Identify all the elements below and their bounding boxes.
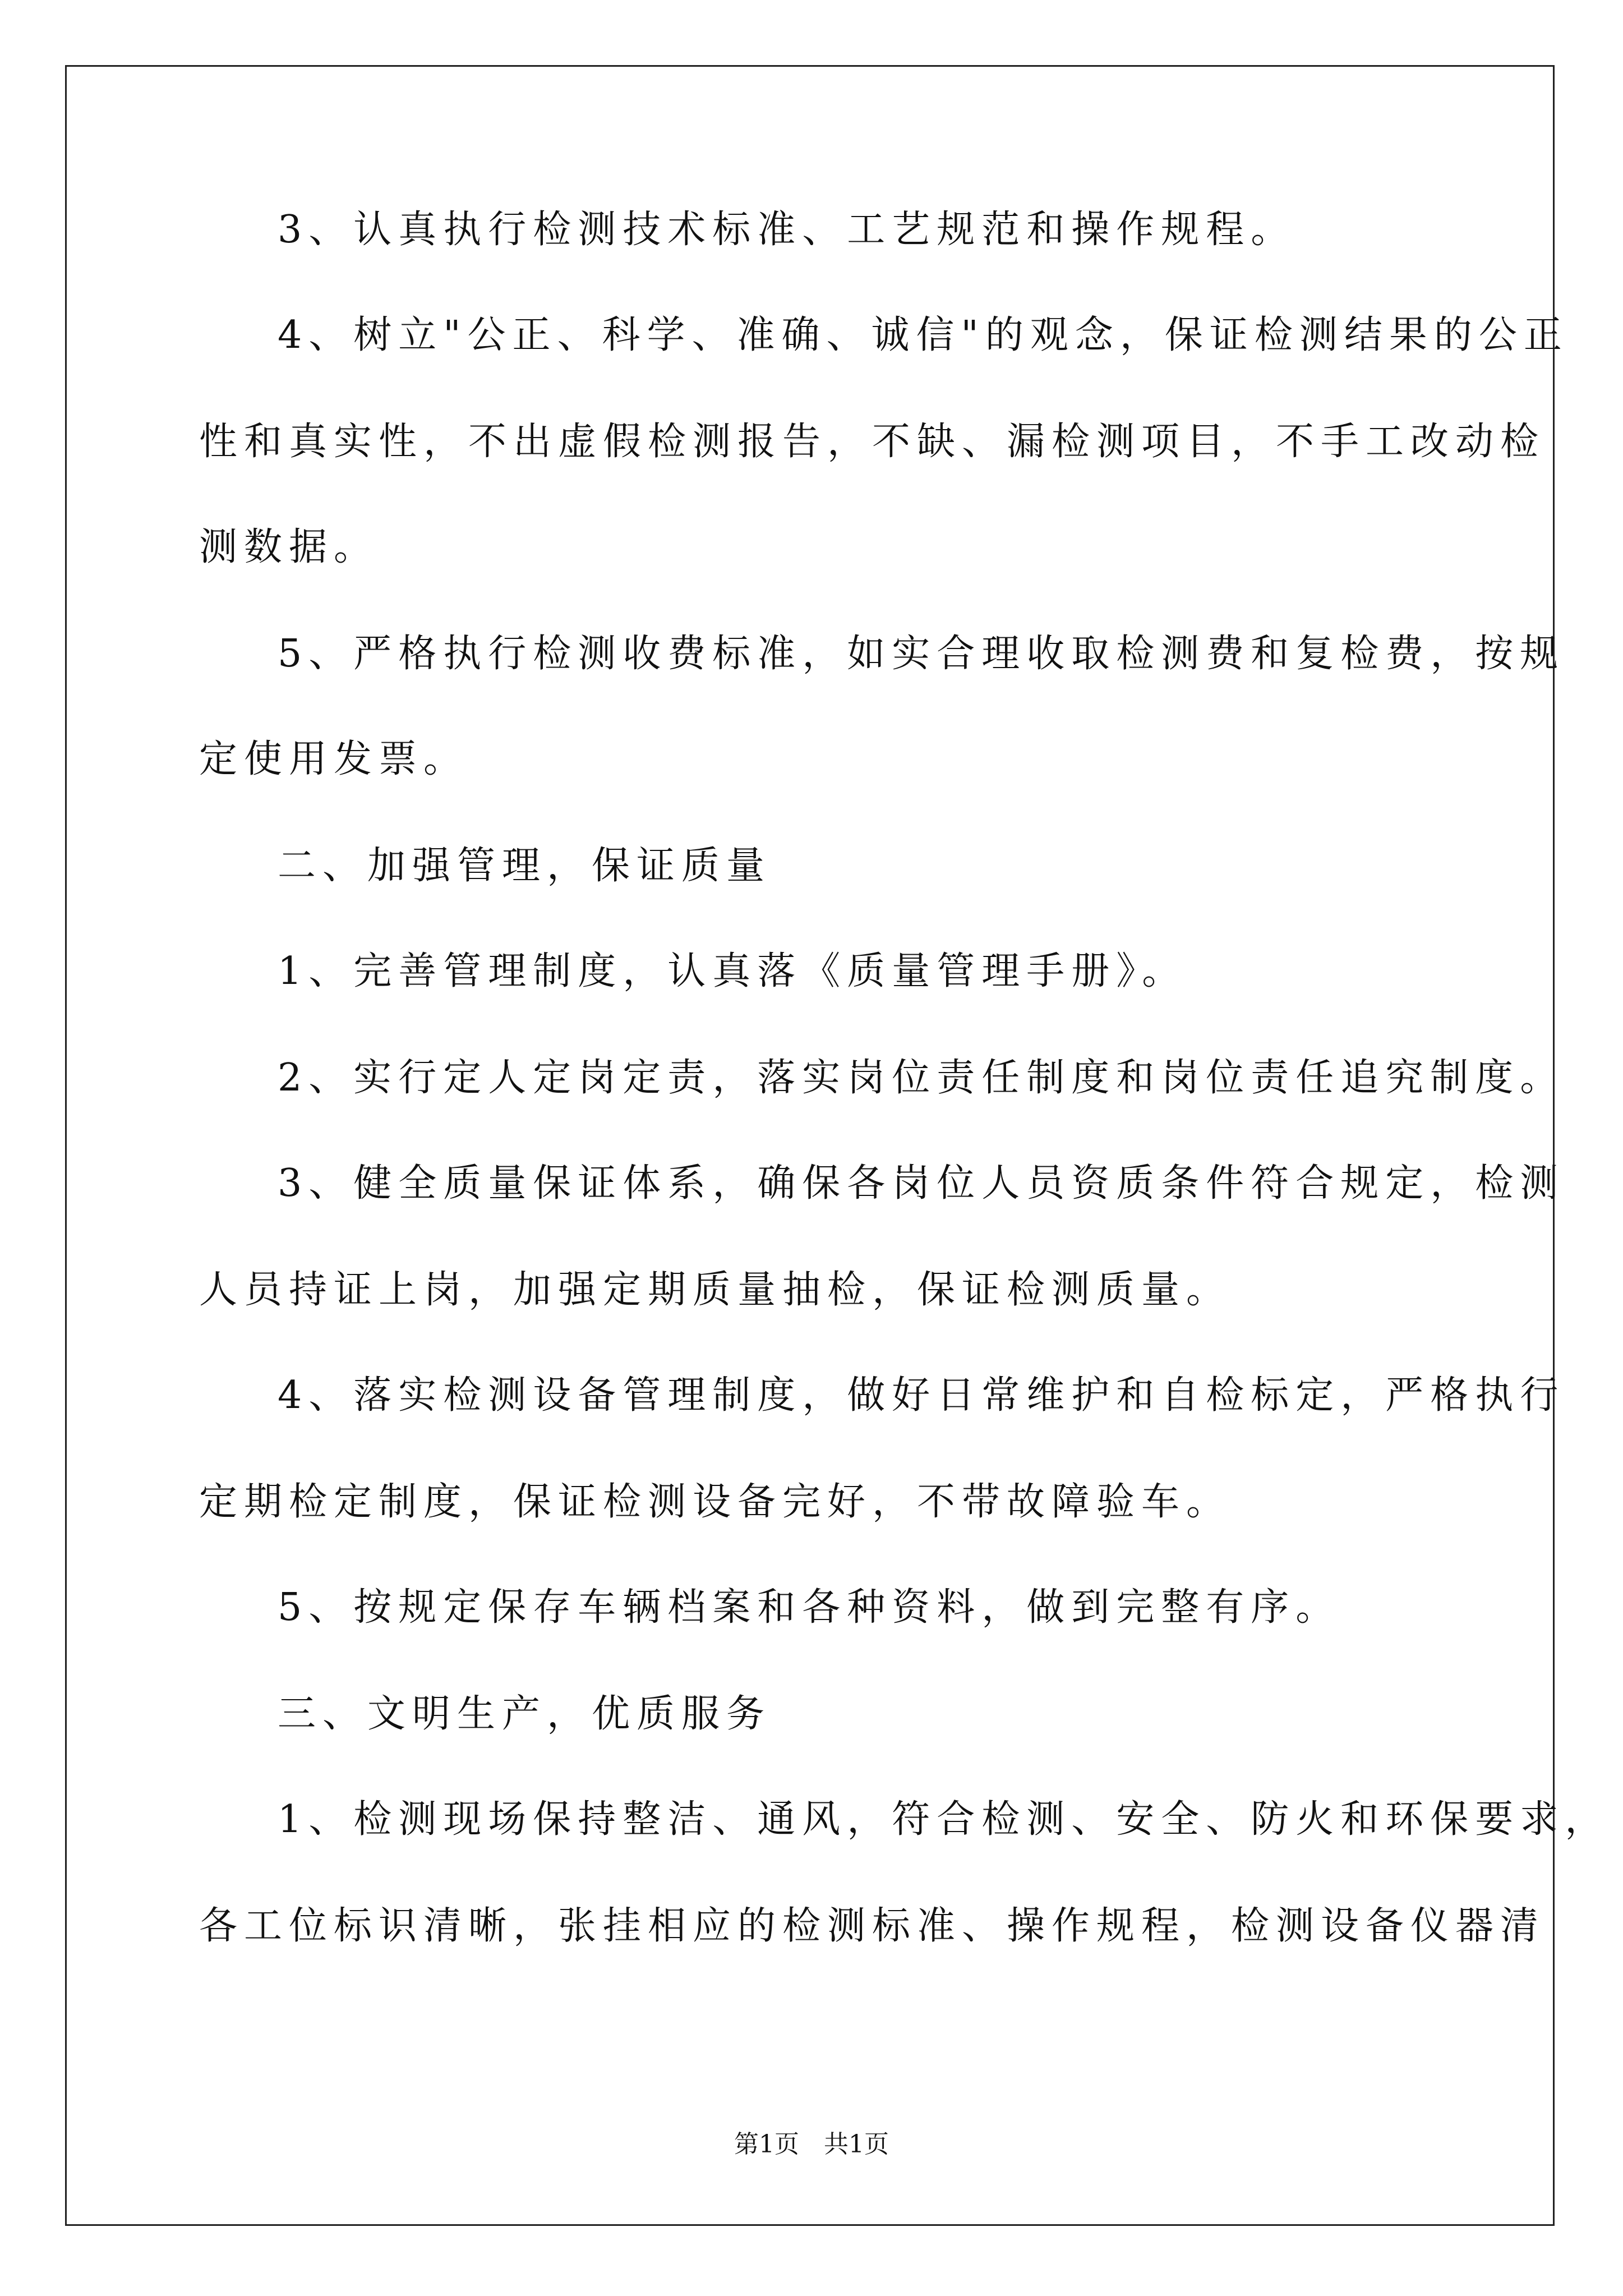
paragraph-line: 1、检测现场保持整洁、通风，符合检测、安全、防火和环保要求， — [278, 1797, 1610, 1842]
paragraph-line: 5、按规定保存车辆档案和各种资料，做到完整有序。 — [278, 1585, 1341, 1630]
paragraph-line: 2、实行定人定岗定责，落实岗位责任制度和岗位责任追究制度。 — [278, 1056, 1565, 1100]
paragraph-line: 性和真实性，不出虚假检测报告，不缺、漏检测项目，不手工改动检 — [199, 420, 1546, 464]
paragraph-line: 定期检定制度，保证检测设备完好，不带故障验车。 — [199, 1480, 1232, 1524]
paragraph-line: 4、树立"公正、科学、准确、诚信"的观念，保证检测结果的公正 — [278, 313, 1569, 357]
paragraph-line: 3、认真执行检测技术标准、工艺规范和操作规程。 — [278, 208, 1296, 252]
paragraph-line: 3、健全质量保证体系，确保各岗位人员资质条件符合规定，检测 — [278, 1161, 1565, 1205]
paragraph-line: 各工位标识清晰，张挂相应的检测标准、操作规程，检测设备仪器清 — [199, 1904, 1546, 1948]
paragraph-line: 4、落实检测设备管理制度，做好日常维护和自检标定，严格执行 — [278, 1373, 1565, 1418]
paragraph-line: 人员持证上岗，加强定期质量抽检，保证检测质量。 — [199, 1268, 1232, 1312]
paragraph-line: 5、严格执行检测收费标准，如实合理收取检测费和复检费，按规 — [278, 632, 1565, 676]
paragraph-line: 1、完善管理制度，认真落《质量管理手册》。 — [278, 949, 1187, 993]
section-heading: 二、加强管理，保证质量 — [278, 844, 772, 888]
paragraph-line: 定使用发票。 — [199, 737, 469, 781]
section-heading: 三、文明生产，优质服务 — [278, 1692, 772, 1736]
page-footer: 第1页 共1页 — [734, 2130, 889, 2159]
paragraph-line: 测数据。 — [199, 525, 379, 569]
